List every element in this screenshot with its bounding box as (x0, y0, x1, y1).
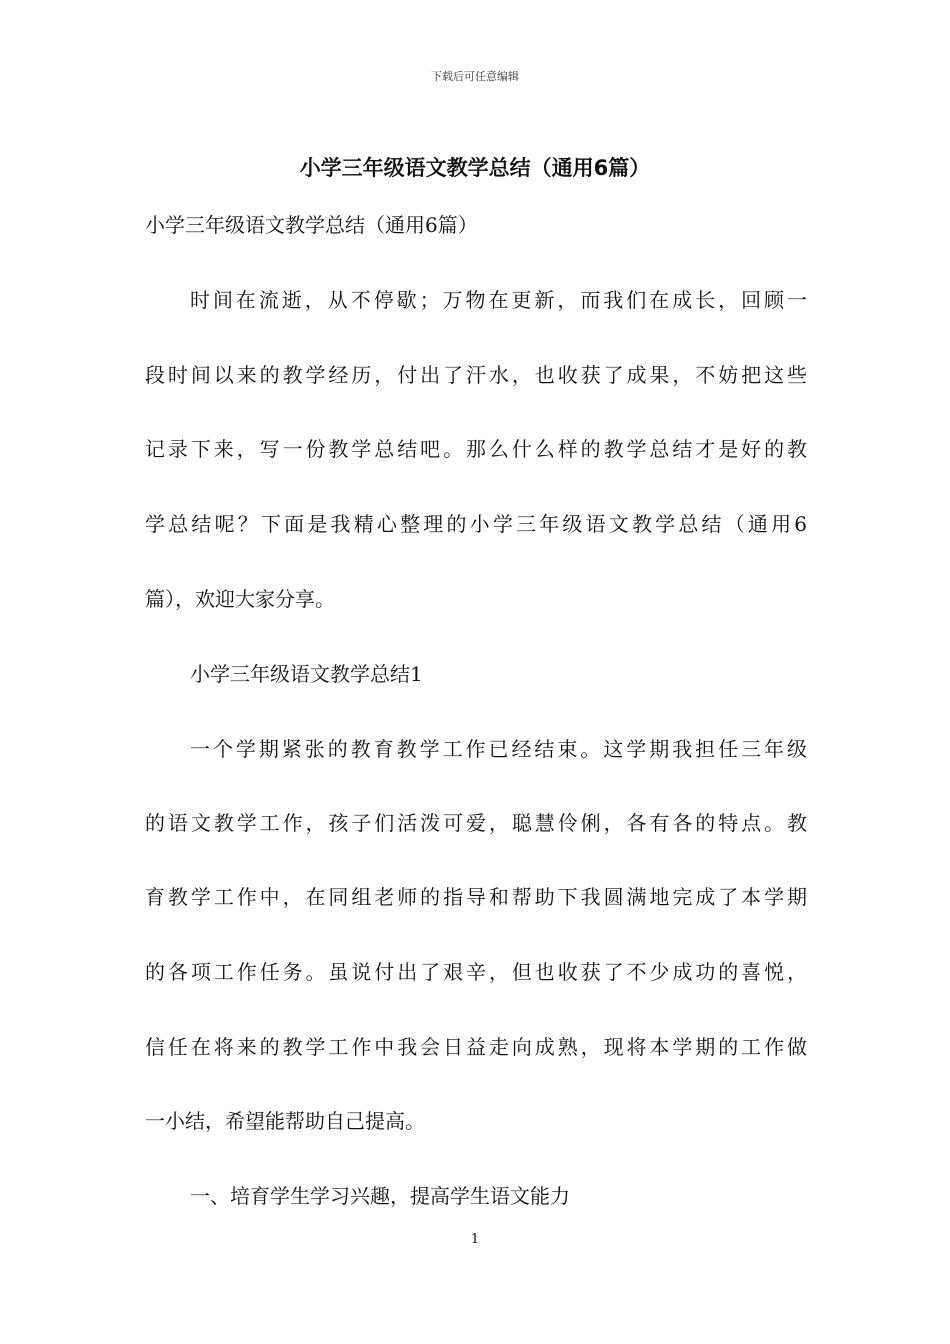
paragraph-line: 篇），欢迎大家分享。 (145, 587, 335, 611)
section-heading: 小学三年级语文教学总结1 (190, 662, 423, 686)
paragraph-line: 育教学工作中，在同组老师的指导和帮助下我圆满地完成了本学期 (145, 885, 807, 909)
page-number: 1 (470, 1232, 480, 1247)
section-heading: 一、培育学生学习兴趣，提高学生语文能力 (190, 1184, 570, 1208)
paragraph-line: 时间在流逝，从不停歇；万物在更新，而我们在成长，回顾一 (190, 288, 807, 312)
subtitle-line: 小学三年级语文教学总结（通用6篇） (145, 213, 478, 237)
paragraph-line: 段时间以来的教学经历，付出了汗水，也收获了成果，不妨把这些 (145, 363, 807, 387)
paragraph-line: 学总结呢？下面是我精心整理的小学三年级语文教学总结（通用6 (145, 512, 807, 536)
paragraph-line: 信任在将来的教学工作中我会日益走向成熟，现将本学期的工作做 (145, 1035, 807, 1059)
paragraph-line: 记录下来，写一份教学总结吧。那么什么样的教学总结才是好的教 (145, 437, 807, 461)
document-title: 小学三年级语文教学总结（通用6篇） (299, 156, 651, 180)
paragraph-line: 一小结，希望能帮助自己提高。 (145, 1109, 425, 1133)
paragraph-line: 的各项工作任务。虽说付出了艰辛，但也收获了不少成功的喜悦， (145, 960, 807, 984)
paragraph-line: 的语文教学工作，孩子们活泼可爱，聪慧伶俐，各有各的特点。教 (145, 811, 807, 835)
paragraph-line: 一个学期紧张的教育教学工作已经结束。这学期我担任三年级 (190, 737, 807, 761)
header-note: 下载后可任意编辑 (431, 70, 519, 83)
